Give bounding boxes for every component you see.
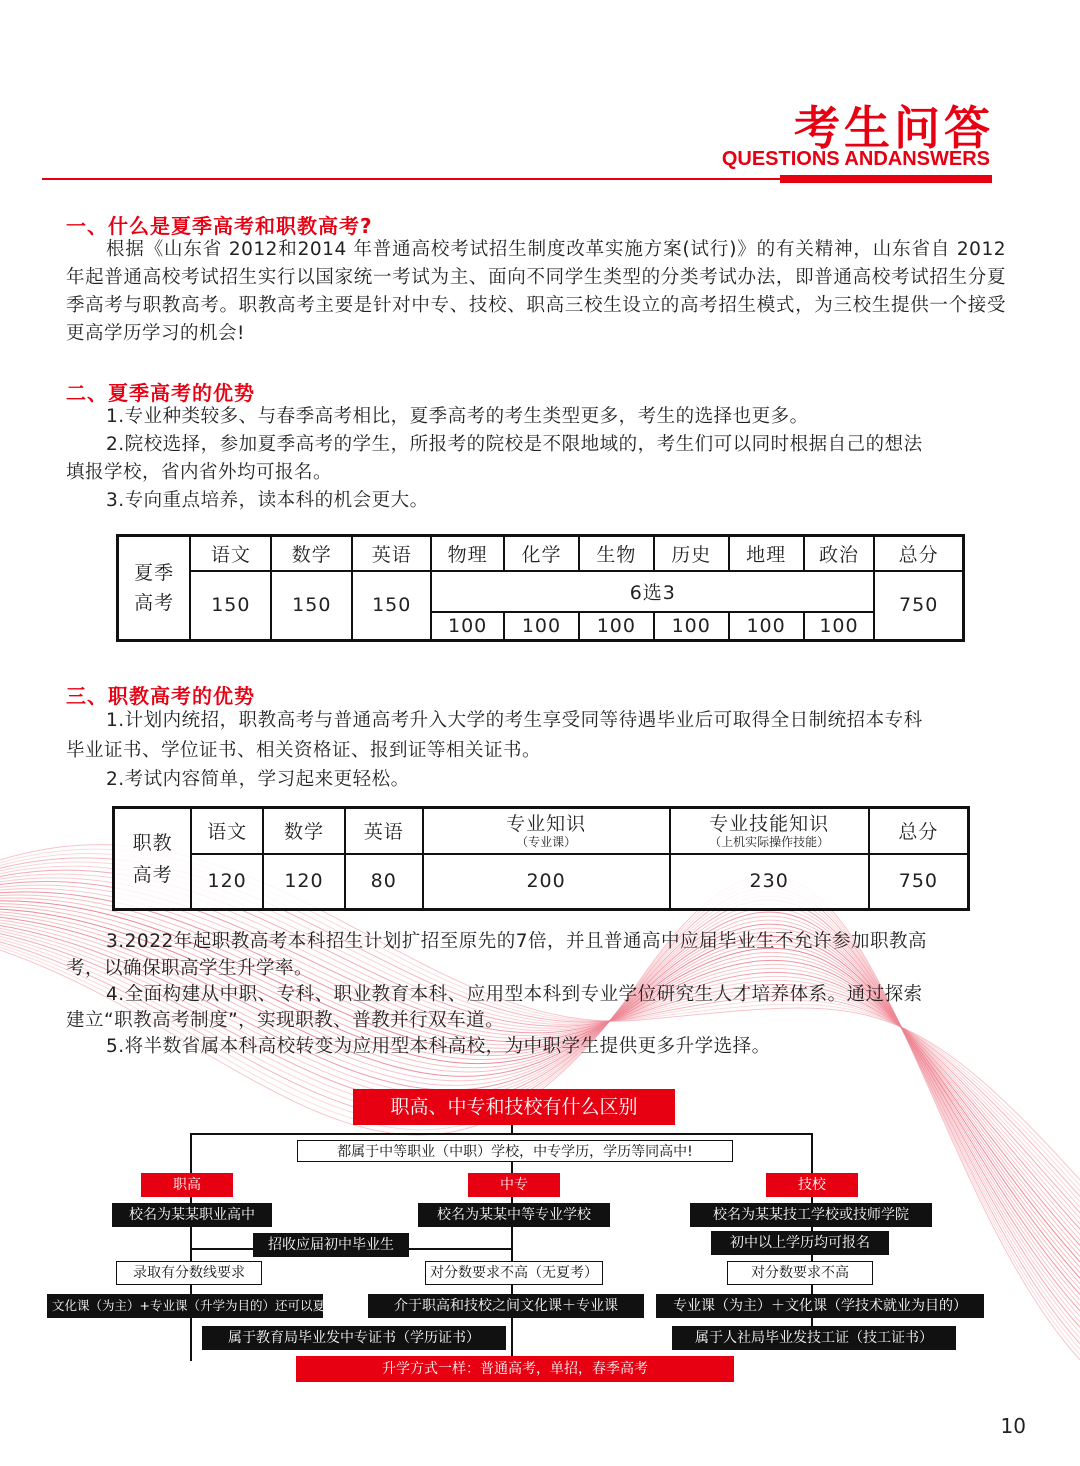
section3-point-5: 5.将半数省属本科高校转变为应用型本科高校，为中职学生提供更多升学选择。: [106, 1036, 771, 1057]
table2-value-english: 80: [345, 854, 423, 910]
section3-point-3: 3.2022年起职教高考本科招生计划扩招至原先的7倍，并且普通高中应届毕业生不允许参加职教高: [106, 931, 928, 952]
section1-paragraph: 根据《山东省 2012和2014 年普通高校考试招生制度改革实施方案(试行)》的有关精神，山东省自 2012年起普通高校考试招生实行以国家统一考试为主、面向不同学生类型的分类考试办法，即普通高校考试招生分夏季高考与职教高考。职教高考主要是针对中专、技校、职高三校生设立的高考招生模式，为三校生提供一个接受更高学历学习的机会!: [66, 239, 1006, 344]
table2-value-chinese: 120: [191, 854, 263, 910]
summer-exam-score-table: [116, 534, 965, 642]
table1-header-cell: 总分: [874, 536, 963, 571]
table1-elective-score: 100: [504, 612, 579, 641]
flow-zhongzhuan-name: 校名为某某中等专业学校: [418, 1203, 610, 1227]
vocational-exam-score-table: [112, 806, 970, 911]
table2-row-label-line2: 高考: [132, 863, 173, 886]
section2-point-2: 2.院校选择，参加夏季高考的学生，所报考的院校是不限地域的，考生们可以同时根据自己的想法: [106, 434, 923, 455]
table2-header-professional-note: （专业课）: [516, 834, 577, 849]
table1-header-cell: 政治: [804, 536, 875, 571]
flow-common-statement: 都属于中等职业（中职）学校，中专学历，学历等同高中!: [297, 1140, 733, 1162]
table2-value-professional: 200: [423, 854, 670, 910]
table1-elective-rule: 6选3: [431, 571, 874, 612]
section3-point-4-cont: 建立“职教高考制度”，实现职教、普教并行双车道。: [66, 1010, 505, 1031]
flow-cert-education: 属于教育局毕业发中专证书（学历证书）: [202, 1326, 506, 1350]
table1-header-cell: 历史: [654, 536, 729, 571]
table2-header-skill-label: 专业技能知识: [709, 812, 830, 835]
header-accent-bar: [780, 175, 992, 183]
table2-row-label-line1: 职教: [132, 831, 173, 854]
flow-column-zhigao: 职高: [141, 1173, 233, 1197]
flow-jixiao-name: 校名为某某技工学校或技师学院: [690, 1203, 932, 1227]
flow-column-jixiao: 技校: [766, 1173, 858, 1197]
section2-point-2-cont: 填报学校，省内省外均可报名。: [66, 462, 333, 483]
section3-point-2: 2.考试内容简单，学习起来更轻松。: [106, 769, 410, 790]
table1-elective-score: 100: [804, 612, 875, 641]
flow-zhongzhuan-score: 对分数要求不高（无夏考）: [425, 1261, 603, 1285]
flow-zhongzhuan-course: 介于职高和技校之间文化课＋专业课: [368, 1294, 644, 1318]
flow-zhigao-name: 校名为某某职业高中: [112, 1203, 272, 1227]
page-header-title: 考生问答: [794, 101, 994, 155]
section-heading-2: 二、夏季高考的优势: [66, 381, 255, 405]
table2-header-math: 数学: [263, 808, 345, 854]
table2-header-english: 英语: [345, 808, 423, 854]
flow-connector: [511, 1124, 513, 1134]
flow-connector: [190, 1133, 812, 1135]
table2-header-professional: [423, 808, 670, 854]
flow-cert-hr: 属于人社局毕业发技工证（技工证书）: [672, 1326, 956, 1350]
table2-row-label: [114, 808, 192, 910]
table1-header-cell: 化学: [504, 536, 579, 571]
table2-header-professional-label: 专业知识: [506, 812, 587, 835]
table1-elective-score: 100: [729, 612, 804, 641]
flow-title: 职高、中专和技校有什么区别: [353, 1089, 675, 1125]
flow-zhigao-score: 录取有分数线要求: [116, 1261, 262, 1285]
table2-value-total: 750: [869, 854, 969, 910]
table1-elective-score: 100: [579, 612, 654, 641]
flow-jixiao-admission: 初中以上学历均可报名: [711, 1231, 889, 1255]
table1-score-cell: 150: [190, 571, 271, 641]
flow-shared-admission: 招收应届初中毕业生: [253, 1233, 409, 1257]
flow-connector: [190, 1133, 192, 1173]
flow-column-zhongzhuan: 中专: [468, 1173, 560, 1197]
section-heading-3: 三、职教高考的优势: [66, 684, 255, 708]
table1-elective-score: 100: [654, 612, 729, 641]
section3-point-1-cont: 毕业证书、学位证书、相关资格证、报到证等相关证书。: [66, 740, 542, 761]
flow-jixiao-course: 专业课（为主）＋文化课（学技术就业为目的）: [656, 1294, 984, 1318]
flow-jixiao-score: 对分数要求不高: [727, 1261, 873, 1285]
flow-footer-note: 升学方式一样：普通高考，单招，春季高考: [296, 1356, 734, 1382]
table1-header-cell: 地理: [729, 536, 804, 571]
section2-point-1: 1.专业种类较多、与春季高考相比，夏季高考的考生类型更多，考生的选择也更多。: [106, 406, 809, 427]
table1-elective-score: 100: [431, 612, 504, 641]
table1-header-cell: 语文: [190, 536, 271, 571]
table2-header-total: 总分: [869, 808, 969, 854]
table1-header-cell: 数学: [271, 536, 352, 571]
flow-zhigao-course: 文化课（为主）+专业课（升学为目的）还可以夏考: [47, 1294, 323, 1318]
page-header-subtitle: QUESTIONS ANDANSWERS: [721, 148, 990, 170]
table1-score-cell: 150: [352, 571, 431, 641]
table2-header-chinese: 语文: [191, 808, 263, 854]
table1-header-cell: 物理: [431, 536, 504, 571]
flow-connector: [811, 1133, 813, 1173]
section3-point-1: 1.计划内统招，职教高考与普通高考升入大学的考生享受同等待遇毕业后可取得全日制统招本专科: [106, 710, 923, 731]
table1-row-label: [118, 536, 191, 641]
page-number: 10: [1000, 1414, 1026, 1438]
table1-header-cell: 英语: [352, 536, 431, 571]
table2-header-skill-note: （上机实际操作技能）: [709, 834, 830, 849]
section2-point-3: 3.专向重点培养，读本科的机会更大。: [106, 490, 429, 511]
table1-total-cell: 750: [874, 571, 963, 641]
table1-row-label-line2: 高考: [134, 592, 175, 614]
section-heading-1: 一、什么是夏季高考和职教高考?: [66, 214, 373, 238]
table2-value-skill: 230: [670, 854, 869, 910]
table2-header-skill: [670, 808, 869, 854]
section3-point-4: 4.全面构建从中职、专科、职业教育本科、应用型本科到专业学位研究生人才培养体系。通过探索: [106, 984, 923, 1005]
table1-header-cell: 生物: [579, 536, 654, 571]
section3-point-3-cont: 考，以确保职高学生升学率。: [66, 958, 314, 979]
table1-row-label-line1: 夏季: [134, 562, 175, 584]
table1-score-cell: 150: [271, 571, 352, 641]
table2-value-math: 120: [263, 854, 345, 910]
